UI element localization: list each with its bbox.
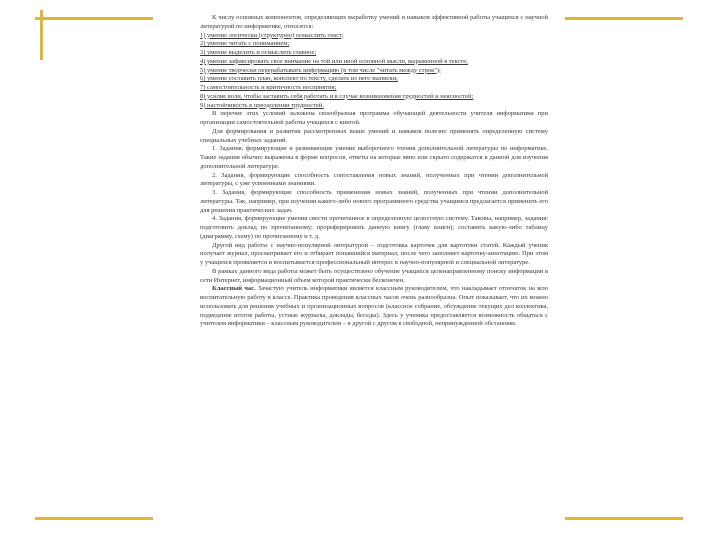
- paragraph-task-3: 3. Задания, формирующие способность применения новых знаний, полученных при чтении дополнительной литературы. Так, например, при изучении какого-либо нового программного средства учащимся предлагается применить его для решения практических задач.: [200, 189, 548, 214]
- skill-item-8: 8) усилие воли, чтобы заставить себя работать и в случае возникновения трудностей и неясностей;: [200, 92, 474, 100]
- paragraph-card-index: Другой вид работы с научно-популярной литературой – подготовка карточек для картотеки статей. Каждый ученик получает журнал, просматривает его и отбирает попавшийся материал, после чего заполняет карточку-аннотацию. При этом у учащихся проявляется и воспитывается профессиональный интерес к научно-популярной и специальной литературе.: [200, 241, 548, 266]
- skill-item-7: 7) самостоятельность и критичность восприятия;: [200, 84, 337, 91]
- skill-item-6: 6) умение составить план, конспект по тексту, сделать из него выписки;: [200, 75, 398, 83]
- decor-line-top-right: [565, 17, 683, 20]
- decor-line-left-vertical: [40, 10, 43, 60]
- skill-item-2: 2) умение читать с пониманием;: [200, 40, 290, 48]
- paragraph-task-2: 2. Задания, формирующие способность сопоставления новых знаний, полученных при чтении дополнительной литературы, с уже усвоенными знаниями.: [200, 171, 548, 188]
- decor-line-bottom-left: [35, 517, 153, 520]
- skill-item-4: 4) умение зафиксировать свое внимание на той или иной основной мысли, выраженной в тексте;: [200, 57, 468, 65]
- decor-line-bottom-right: [565, 517, 683, 520]
- paragraph-program: В перечне этих условий заложена своеобразная программа обучающей деятельности учителя информатики при организации самостоятельной работы учащихся с книгой.: [200, 110, 548, 126]
- class-hour-lead: Классный час.: [212, 285, 256, 293]
- skill-item-3: 3) умение выделить и осмыслить главное;: [200, 49, 317, 56]
- decor-line-top-left: [35, 17, 153, 20]
- skill-item-5: 5) умение творчески перерабатывать информацию (в том числе "читать между строк");: [200, 66, 441, 74]
- paragraph-internet-search: В рамках данного вида работы может быть осуществлено обучение учащихся целенаправленному поиску информации в сети Интернет, информационный объем которой практически бесконечен.: [200, 267, 548, 284]
- document-page: [200, 14, 548, 329]
- skill-item-1: 1) умение логически (структурно) осмыслить текст;: [200, 31, 344, 39]
- paragraph-task-system: Для формирования и развития рассмотренных выше умений и навыков полезно применять определенную систему специальных учебных заданий.: [200, 127, 548, 144]
- paragraph-class-hour: [200, 285, 548, 329]
- intro-paragraph: К числу основных компонентов, определяющих выработку умений и навыков эффективной работы учащихся с научной литературой по информатике, относятся:: [200, 14, 548, 30]
- class-hour-text: Зачастую учитель информатики является классным руководителем, что накладывает отпечаток на всю воспитательную работу в классе. Практика проведения классных часов очень разнообразна. Опыт показывает, что их можно использовать для решения учебных и организационных вопросов (классное собрание, обсуждение текущих дел коллектива, подведение итогов работы, устные журналы, доклады, беседы). Здесь у ученика предоставляется возможность общаться с учителем информатики – классным руководителем – в другой с другом в свободной, непринужденной обстановке.: [200, 285, 548, 328]
- paragraph-task-4: 4. Задания, формирующие умения свести прочитанное в определенную целостную систему. Таковы, например, задания: подготовить доклад по прочитанному; прореферировать данную книгу (главу книги); составить какую-либо таблицу (диаграмму, схему) по прочитанному и т. д.: [200, 215, 548, 240]
- paragraph-task-1: 1. Задания, формирующие и развивающие умение выборочного чтения дополнительной литературы по информатике. Такие задания обычно выражены в форме вопросов, ответы на которые явно или скрыто содержатся в данной для изучения дополнительной литературе.: [200, 145, 548, 170]
- skill-item-9: 9) настойчивость в преодолении трудностей.: [200, 101, 324, 109]
